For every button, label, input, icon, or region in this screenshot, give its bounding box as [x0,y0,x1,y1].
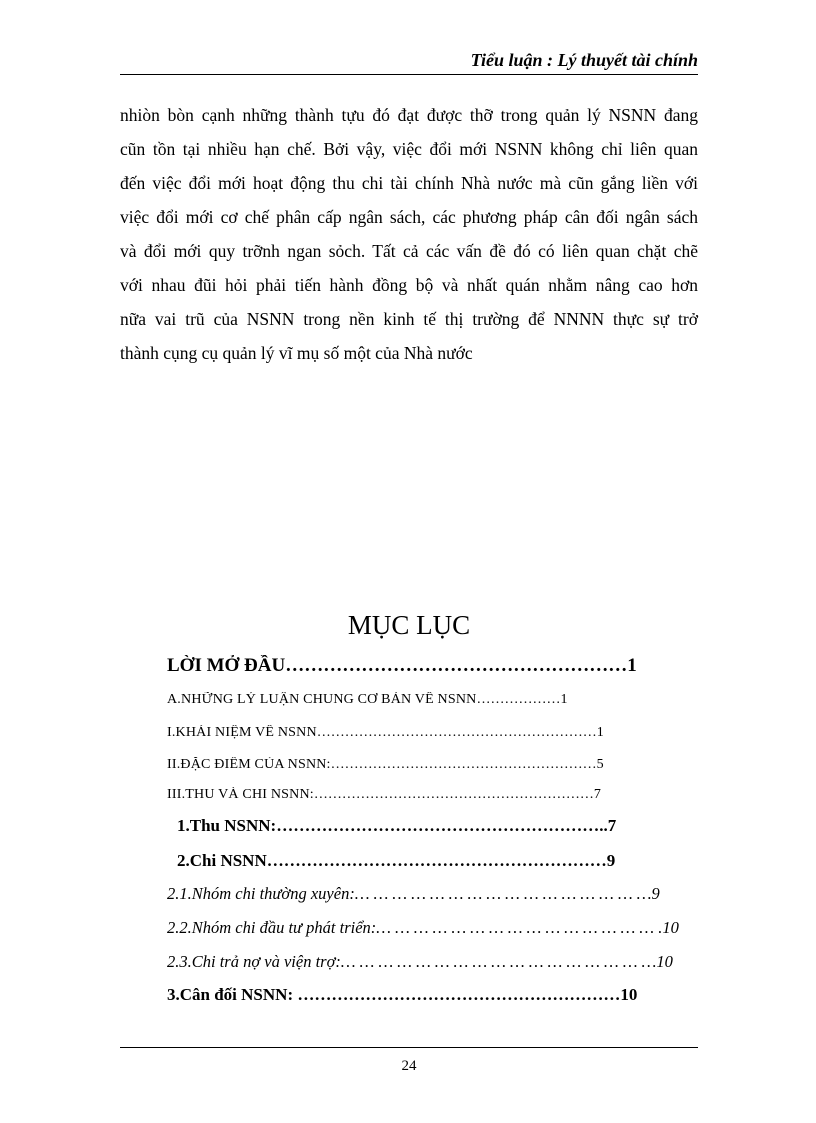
toc-entry-page: .7 [603,816,617,835]
header-title: Tiểu luận : Lý thuyết tài chính [470,50,698,70]
paragraph-line: việc đổi mới cơ chế phân cấp ngân sách, các phương pháp cân đối ngân sách [120,207,698,227]
toc-entry-leader: ………………………………………………… [297,985,621,1004]
toc-entry-label: 2.Chi NSNN [177,851,267,870]
paragraph-line: thành cụng cụ quản lý vĩ mụ số một của Nhà nước [120,343,473,363]
toc-entry-label: II.ĐẶC ĐIỂM CỦA NSNN: [167,757,331,772]
toc-entry-leader: …………………………………………………… [313,787,594,802]
toc-entry-page: 10 [656,952,673,971]
toc-entry-page: 9 [651,884,660,903]
toc-entry-leader: …………………………………………………… [266,851,607,870]
toc-entry-leader: ……………… [476,692,561,707]
paragraph-line: cũn tồn tại nhiều hạn chế. Bởi vậy, việc đổi mới NSNN không chỉ liên quan [120,139,698,159]
toc-entry-page: 1 [627,655,637,676]
paragraph-line: và đổi mới quy trỡnh ngan sỏch. Tất cả các vấn đề đó có liên quan chặt chẽ [120,241,698,261]
body-paragraph [120,100,698,372]
toc-entry-leader: ………………………………………………… [330,757,597,772]
toc-entry-label: III.THU VÀ CHI NSNN: [167,787,314,802]
toc-entry-2-3[interactable] [167,952,697,972]
toc-entry-loi-mo-dau[interactable] [167,655,697,677]
toc-entry-i[interactable] [167,725,697,741]
toc-entry-label: 1.Thu NSNN: [177,816,277,835]
toc-entry-label: I.KHÁI NIỆM VỀ NSNN [167,725,317,740]
toc-entry-label: 3.Cân đối NSNN: [167,985,298,1004]
toc-entry-page: 5 [596,757,604,772]
toc-entry-label: 2.1.Nhóm chi thường xuyên: [167,884,355,903]
toc-entry-a[interactable] [167,692,697,708]
toc-entry-leader: … … … … … … … … … … … … … … … . [376,918,663,937]
toc-entry-label: A.NHỮNG LÝ LUẬN CHUNG CƠ BẢN VỀ NSNN [167,692,477,707]
toc-entry-label: 2.2.Nhóm chi đầu tư phát triển: [167,918,377,937]
toc-entry-page: 10 [662,918,679,937]
paragraph-line: nữa vai trũ của NSNN trong nền kinh tế thị trường để NNNN thực sự trở [120,309,698,329]
toc-entry-leader: …………………………………………………. [276,816,604,835]
toc-entry-page: 9 [606,851,616,870]
toc-entry-1[interactable] [177,816,697,836]
toc-entry-2[interactable] [177,851,697,871]
toc-entry-page: 1 [596,725,604,740]
header-rule [120,74,698,75]
toc-entry-iii[interactable] [167,787,697,803]
toc-entry-leader: ……………………………………………… [285,655,628,676]
paragraph-line: đến việc đổi mới hoạt động thu chi tài chính Nhà nước mà cũn gắng liền với [120,173,698,193]
toc-entry-page: 10 [620,985,638,1004]
toc-entry-page: 7 [593,787,602,802]
toc-entry-3[interactable] [167,985,697,1005]
toc-title: MỤC LỤC [347,610,471,640]
toc-entry-label: LỜI MỞ ĐẦU [167,655,286,676]
toc-entry-leader: …………………………………………………… [316,725,597,740]
toc-entry-page: 1 [560,692,568,707]
toc-entry-leader: … … … … … … … … … … … … … … … … [354,884,652,903]
toc-entry-ii[interactable] [167,757,697,773]
page-number: 24 [401,1058,417,1074]
footer-rule [120,1047,698,1048]
toc-entry-2-2[interactable] [167,918,697,938]
toc-entry-leader: … … … … … … … … … … … … … … … … … [340,952,657,971]
paragraph-line: với nhau đũi hỏi phải tiến hành đồng bộ và nhất quán nhằm nâng cao hơn [120,275,698,295]
toc-entry-label: 2.3.Chi trả nợ và viện trợ: [167,952,341,971]
toc-entry-2-1[interactable] [167,884,697,904]
paragraph-line: nhiòn bòn cạnh những thành tựu đó đạt được thỡ trong quản lý NSNN đang [120,105,698,125]
